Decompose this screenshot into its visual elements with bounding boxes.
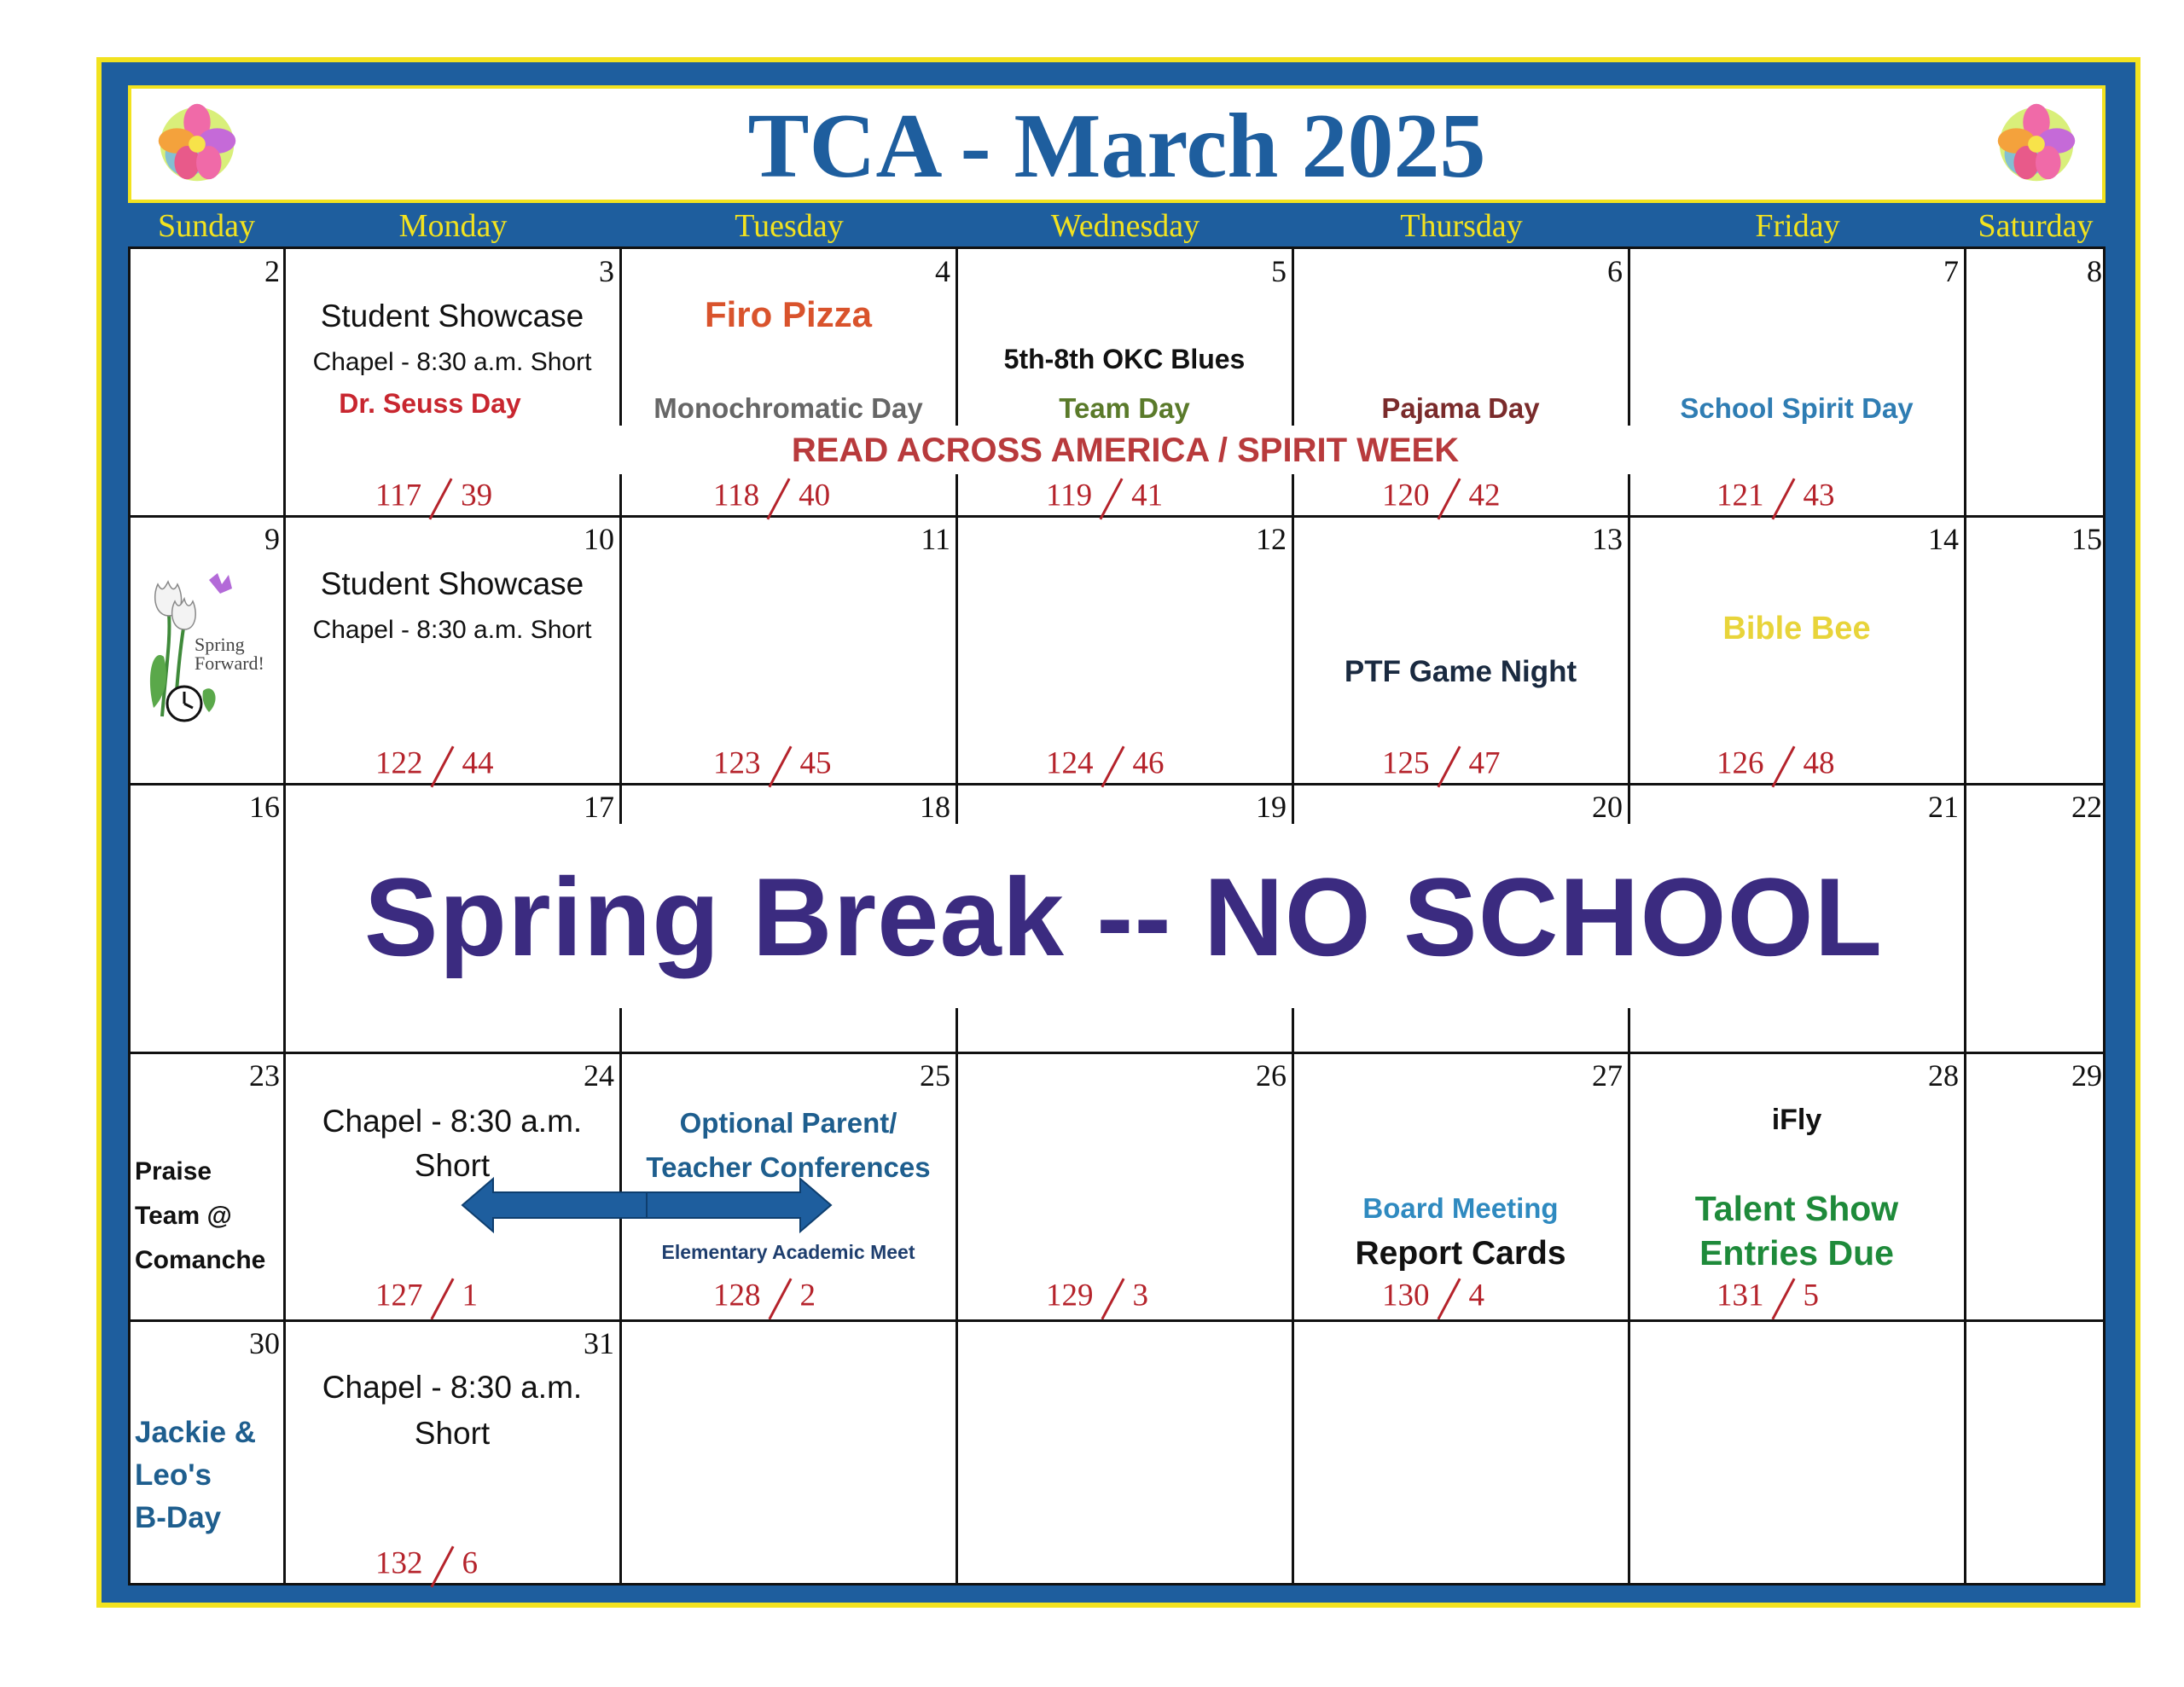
slash-mark xyxy=(1097,1278,1130,1319)
slash-mark xyxy=(763,478,795,519)
slash-mark xyxy=(764,745,797,786)
day-counter-total: 127 xyxy=(375,1278,423,1313)
flower-icon xyxy=(1986,94,2087,194)
day-counter-total: 132 xyxy=(375,1545,423,1581)
event-academic-meet: Elementary Academic Meet xyxy=(661,1241,915,1263)
slash-mark xyxy=(1097,745,1130,786)
day-counter xyxy=(1046,745,1165,786)
column-divider xyxy=(956,515,958,785)
day-number: 23 xyxy=(249,1058,280,1093)
column-divider xyxy=(1628,515,1630,785)
day-number: 21 xyxy=(1928,790,1959,824)
event-team-day: Team Day xyxy=(1059,392,1190,424)
column-divider xyxy=(956,783,958,824)
column-divider xyxy=(1292,1008,1294,1052)
day-counter-quarter: 4 xyxy=(1468,1278,1484,1313)
day-number: 9 xyxy=(264,522,280,556)
event-birthday xyxy=(135,1412,256,1539)
slash-mark xyxy=(1433,1278,1466,1319)
slash-mark xyxy=(1768,478,1800,519)
column-divider xyxy=(956,1008,958,1052)
day-name-monday: Monday xyxy=(398,208,508,244)
week-divider xyxy=(128,1319,2106,1322)
day-number: 7 xyxy=(1943,254,1959,288)
praise-team-line: Praise xyxy=(135,1157,212,1186)
column-divider xyxy=(1292,474,1294,517)
day-number: 4 xyxy=(935,254,950,288)
event-student-showcase: Student Showcase xyxy=(320,299,584,333)
day-counter-quarter: 2 xyxy=(799,1278,816,1313)
day-number: 25 xyxy=(920,1058,950,1093)
event-conferences: Teacher Conferences xyxy=(646,1151,931,1183)
event-chapel: Chapel - 8:30 a.m. Short xyxy=(312,348,592,376)
day-counter-total: 123 xyxy=(713,745,761,781)
day-counter xyxy=(1046,478,1163,519)
slash-mark xyxy=(425,478,457,519)
day-counter-total: 120 xyxy=(1382,478,1430,513)
day-number: 30 xyxy=(249,1326,280,1360)
column-divider xyxy=(956,474,958,517)
birthday-line: Jackie & xyxy=(135,1416,257,1449)
day-counter-total: 129 xyxy=(1046,1278,1094,1313)
day-counter-quarter: 41 xyxy=(1131,478,1164,513)
day-name-sunday: Sunday xyxy=(158,208,255,244)
day-counter-quarter: 1 xyxy=(462,1278,478,1313)
day-number: 27 xyxy=(1592,1058,1623,1093)
day-number: 18 xyxy=(920,790,950,824)
praise-team-line: Team @ xyxy=(135,1202,232,1230)
day-counter-quarter: 40 xyxy=(799,478,831,513)
day-counter-total: 125 xyxy=(1382,745,1430,781)
day-number: 20 xyxy=(1592,790,1623,824)
day-counter-quarter: 48 xyxy=(1803,745,1835,781)
event-conferences: Optional Parent/ xyxy=(679,1107,897,1139)
event-chapel: Chapel - 8:30 a.m. xyxy=(322,1370,583,1405)
day-number: 29 xyxy=(2071,1058,2102,1093)
event-firo-pizza: Firo Pizza xyxy=(704,294,873,334)
week-divider xyxy=(128,1052,2106,1054)
column-divider xyxy=(619,474,622,517)
day-number: 14 xyxy=(1928,522,1959,556)
day-number: 2 xyxy=(264,254,280,288)
day-counter xyxy=(1046,1278,1148,1319)
day-counter xyxy=(1382,478,1501,519)
column-divider xyxy=(1628,1008,1630,1052)
day-counter xyxy=(713,478,830,519)
event-school-spirit-day: School Spirit Day xyxy=(1680,392,1914,424)
event-report-cards: Report Cards xyxy=(1355,1235,1566,1272)
day-counter xyxy=(375,1278,478,1319)
day-counter-total: 119 xyxy=(1046,478,1093,513)
day-name-tuesday: Tuesday xyxy=(735,208,844,244)
event-dr-seuss-day: Dr. Seuss Day xyxy=(339,388,521,419)
day-counter-quarter: 3 xyxy=(1132,1278,1148,1313)
day-counter-total: 126 xyxy=(1716,745,1764,781)
day-number: 10 xyxy=(584,522,614,556)
day-counter-total: 124 xyxy=(1046,745,1094,781)
double-arrow-icon xyxy=(461,1175,833,1235)
spring-forward-line: Forward! xyxy=(195,652,264,674)
spring-break-banner: Spring Break -- NO SCHOOL xyxy=(363,855,1884,979)
day-counter xyxy=(1716,478,1835,519)
day-counter xyxy=(375,1545,478,1586)
column-divider xyxy=(619,1008,622,1052)
day-number: 28 xyxy=(1928,1058,1959,1093)
day-counter-total: 131 xyxy=(1716,1278,1764,1313)
day-name-wednesday: Wednesday xyxy=(1050,208,1200,244)
day-counter xyxy=(1716,1278,1819,1319)
day-counter-total: 130 xyxy=(1382,1278,1430,1313)
event-student-showcase: Student Showcase xyxy=(320,566,584,601)
event-board-meeting: Board Meeting xyxy=(1362,1192,1559,1224)
day-number: 26 xyxy=(1256,1058,1287,1093)
day-number: 24 xyxy=(584,1058,614,1093)
day-counter-quarter: 43 xyxy=(1803,478,1835,513)
day-counter-total: 121 xyxy=(1716,478,1764,513)
slash-mark xyxy=(1768,1278,1800,1319)
slash-mark xyxy=(1433,478,1466,519)
event-monochromatic-day: Monochromatic Day xyxy=(653,392,923,424)
column-divider xyxy=(1628,474,1630,517)
day-counter-quarter: 45 xyxy=(799,745,832,781)
day-counter xyxy=(1382,1278,1484,1319)
spring-forward-label xyxy=(195,635,264,673)
day-number: 12 xyxy=(1256,522,1287,556)
day-number: 17 xyxy=(584,790,614,824)
day-counter-quarter: 44 xyxy=(462,745,494,781)
day-counter xyxy=(375,745,494,786)
event-chapel-short: Short xyxy=(414,1416,491,1451)
day-number: 22 xyxy=(2071,790,2102,824)
event-ptf-game-night: PTF Game Night xyxy=(1344,655,1577,688)
birthday-line: B-Day xyxy=(135,1501,222,1534)
event-chapel: Chapel - 8:30 a.m. Short xyxy=(312,616,592,644)
day-number: 16 xyxy=(249,790,280,824)
column-divider xyxy=(1292,515,1294,785)
event-okc-blues: 5th-8th OKC Blues xyxy=(1003,344,1246,374)
event-chapel-short: Short xyxy=(414,1148,491,1183)
event-chapel: Chapel - 8:30 a.m. xyxy=(322,1104,583,1139)
birthday-line: Leo's xyxy=(135,1458,212,1492)
spring-forward-line: Spring xyxy=(195,634,245,655)
event-talent-show: Talent Show xyxy=(1694,1189,1899,1228)
slash-mark xyxy=(427,1545,459,1586)
day-counter xyxy=(713,1278,816,1319)
slash-mark xyxy=(1095,478,1128,519)
day-number: 13 xyxy=(1592,522,1623,556)
event-bible-bee: Bible Bee xyxy=(1722,611,1871,646)
column-divider xyxy=(1292,1052,1294,1586)
event-praise-team xyxy=(135,1150,265,1283)
day-name-saturday: Saturday xyxy=(1978,208,2094,244)
day-counter xyxy=(1382,745,1501,786)
day-counter-total: 128 xyxy=(713,1278,761,1313)
event-pajama-day: Pajama Day xyxy=(1381,392,1540,424)
day-counter-total: 117 xyxy=(375,478,422,513)
event-ifly: iFly xyxy=(1771,1104,1822,1136)
title-bar xyxy=(128,85,2106,203)
day-number: 15 xyxy=(2071,522,2102,556)
day-number: 31 xyxy=(584,1326,614,1360)
day-counter xyxy=(375,478,492,519)
day-number: 3 xyxy=(599,254,614,288)
slash-mark xyxy=(427,1278,459,1319)
column-divider xyxy=(619,783,622,824)
column-divider xyxy=(1964,246,1966,1586)
column-divider xyxy=(1628,783,1630,824)
day-number: 19 xyxy=(1256,790,1287,824)
day-counter xyxy=(713,745,832,786)
day-name-friday: Friday xyxy=(1755,208,1840,244)
day-counter-quarter: 6 xyxy=(462,1545,478,1581)
day-counter-quarter: 5 xyxy=(1803,1278,1819,1313)
day-counter-quarter: 47 xyxy=(1468,745,1501,781)
day-counter xyxy=(1716,745,1835,786)
slash-mark xyxy=(764,1278,797,1319)
day-counter-total: 118 xyxy=(713,478,760,513)
day-counter-quarter: 46 xyxy=(1132,745,1165,781)
praise-team-line: Comanche xyxy=(135,1246,266,1274)
column-divider xyxy=(956,1052,958,1586)
day-number: 8 xyxy=(2087,254,2102,288)
slash-mark xyxy=(427,745,459,786)
day-counter-quarter: 39 xyxy=(461,478,493,513)
day-counter-quarter: 42 xyxy=(1468,478,1501,513)
day-number: 6 xyxy=(1607,254,1623,288)
day-number: 5 xyxy=(1271,254,1287,288)
day-number: 11 xyxy=(921,522,950,556)
day-name-thursday: Thursday xyxy=(1400,208,1523,244)
event-read-across-america: READ ACROSS AMERICA / SPIRIT WEEK xyxy=(791,432,1460,469)
column-divider xyxy=(1292,783,1294,824)
slash-mark xyxy=(1433,745,1466,786)
event-talent-show: Entries Due xyxy=(1699,1233,1894,1272)
column-divider xyxy=(619,515,622,785)
page-title: TCA - March 2025 xyxy=(747,96,1486,197)
slash-mark xyxy=(1768,745,1800,786)
day-counter-total: 122 xyxy=(375,745,423,781)
